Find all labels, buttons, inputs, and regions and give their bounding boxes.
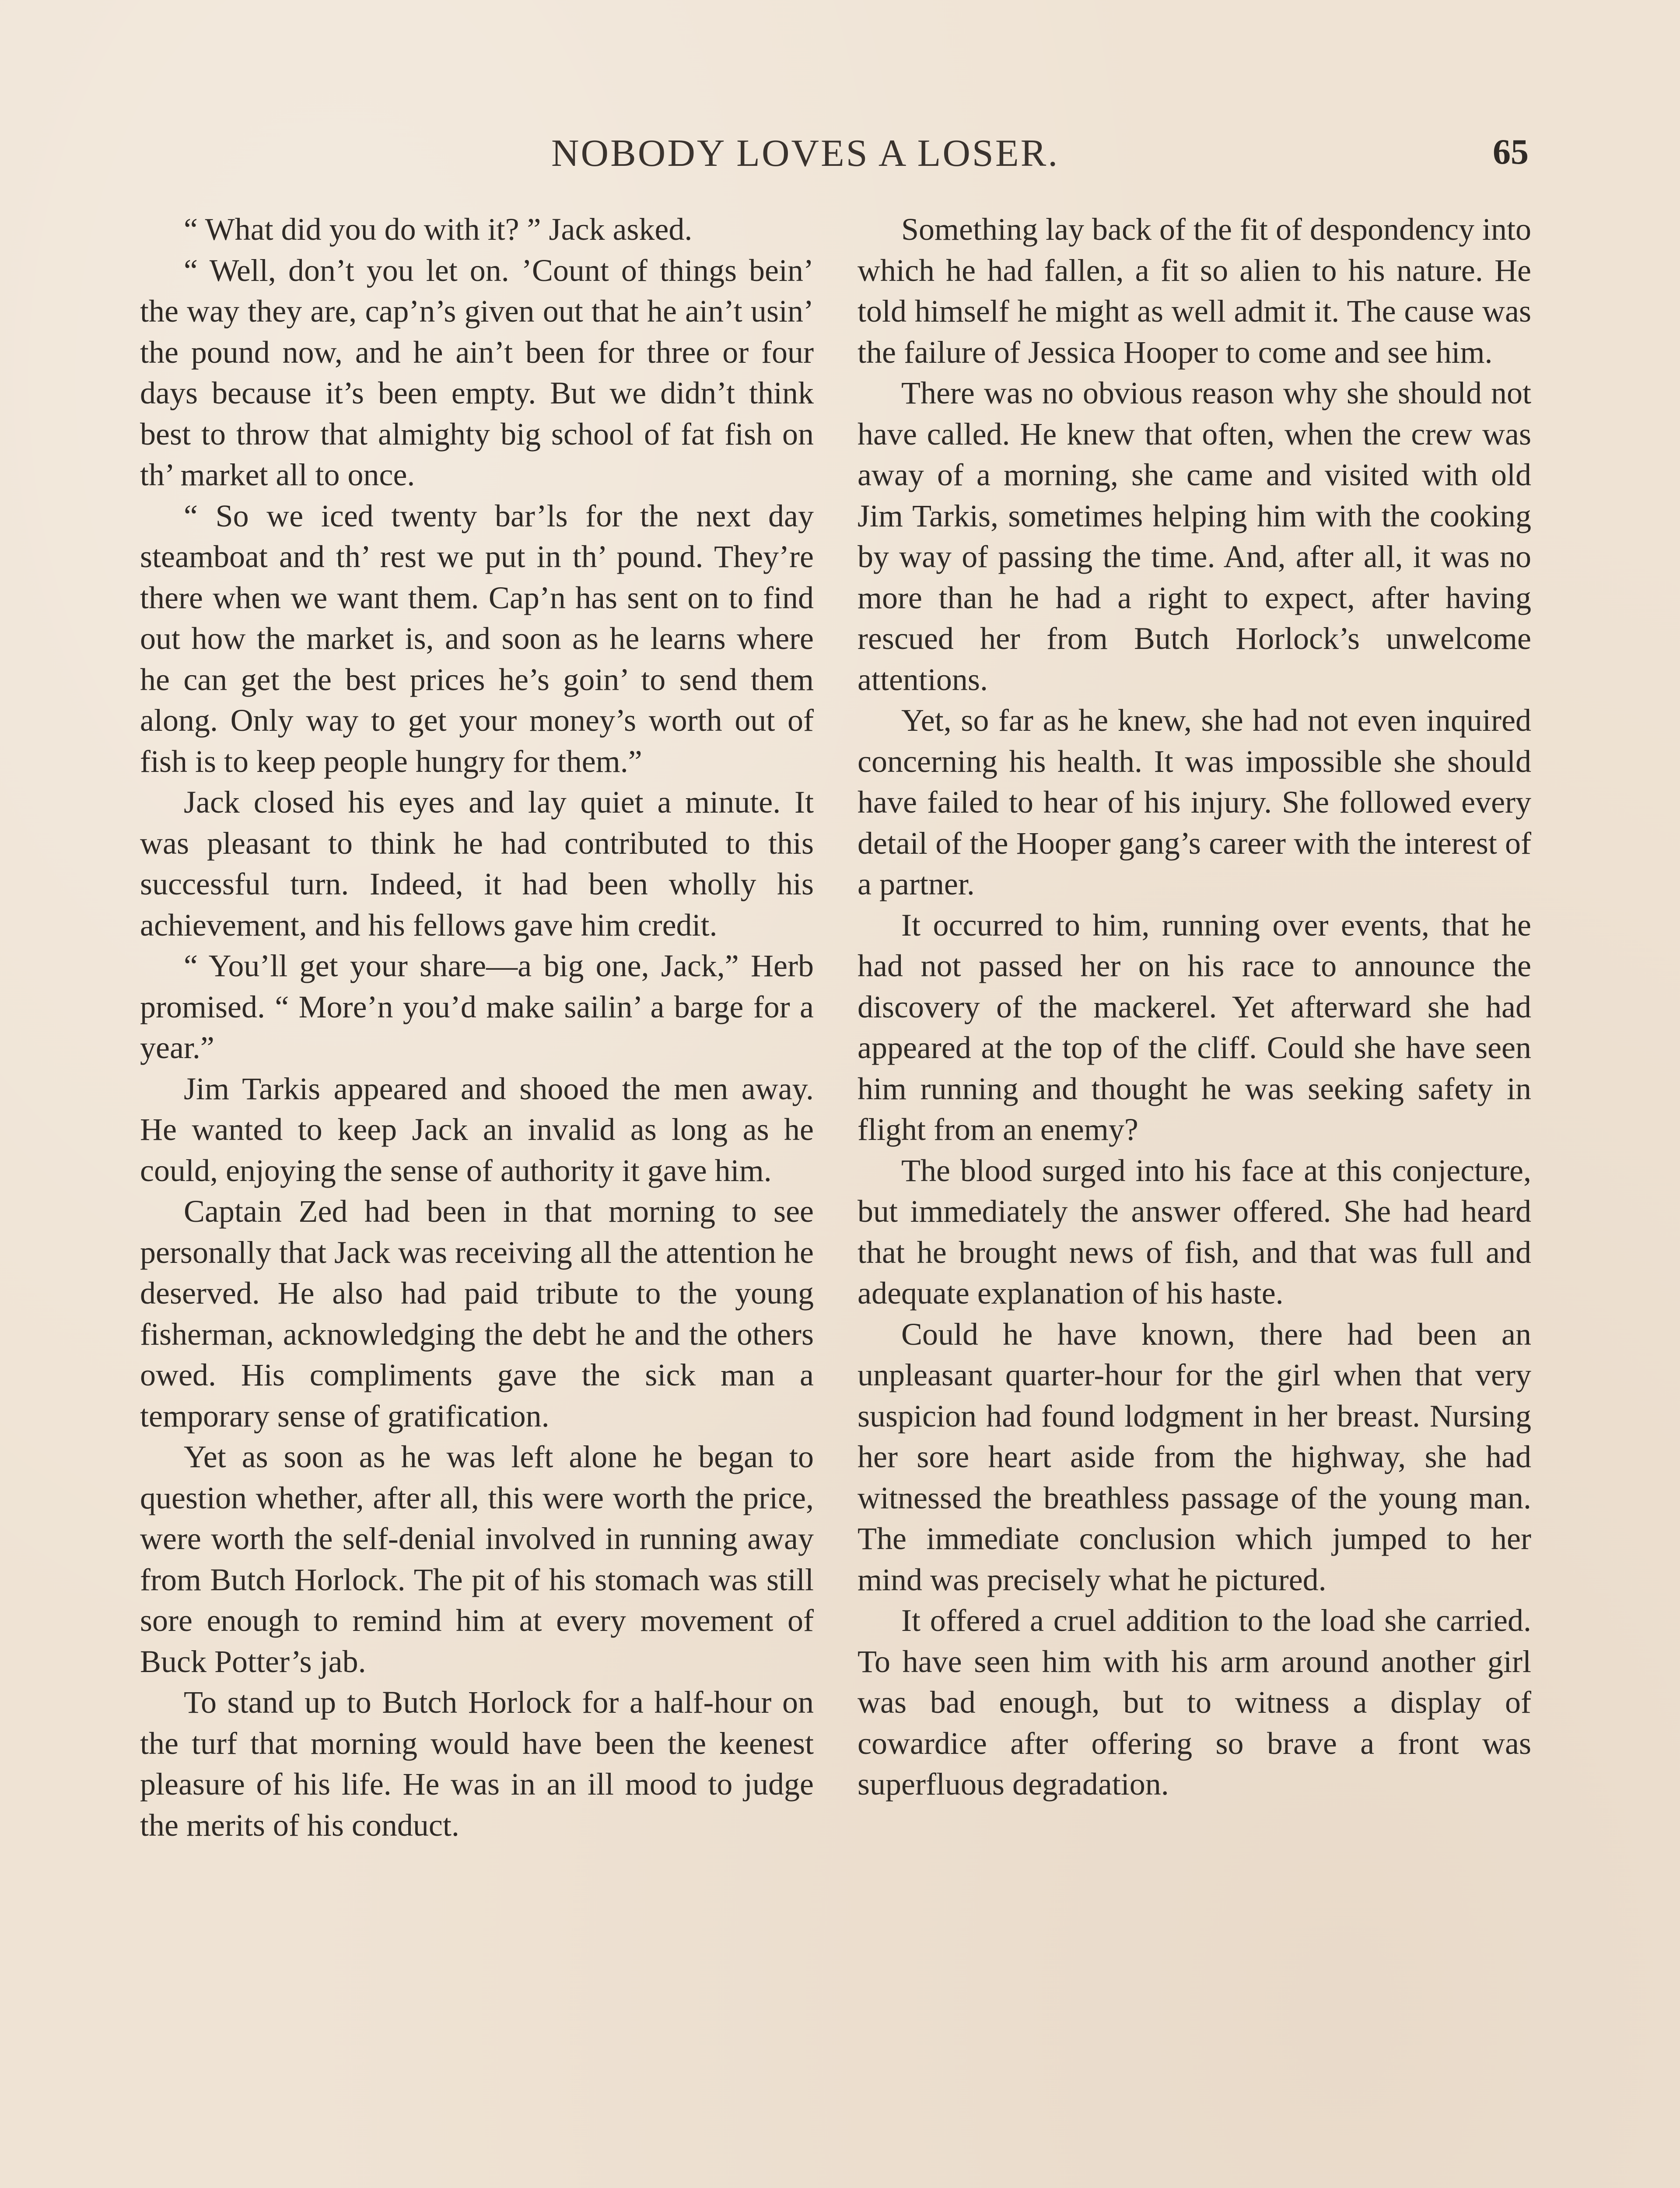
left-column [140,209,814,1846]
paragraph: “ What did you do with it? ” Jack asked. [184,212,693,247]
paragraph: “ You’ll get your share—a big one, Jack,” Herb promised. “ More’n you’d make sailin’ a barge for a year.” [140,948,814,1065]
paragraph: It offered a cruel addition to the load she carried. To have seen him with his arm around another girl was bad enough, but to witness a display of cowardice after offering so brave a front was superfluous degradation. [858,1603,1531,1802]
paragraph: Something lay back of the fit of despondency into which he had fallen, a fit so alien to his nature. He told himself he might as well admit it. The cause was the failure of Jessica Hooper to come and see him. [858,212,1531,370]
paragraph: Captain Zed had been in that morning to see personally that Jack was receiving all the attention he deserved. He also had paid tribute to the young fisherman, acknowledging the debt he and the others owed. His compliments gave the sick man a temporary sense of gratification. [140,1194,814,1434]
paragraph: It occurred to him, running over events, that he had not passed her on his race to announce the discovery of the mackerel. Yet afterward she had appeared at the top of the cliff. Could she have seen him running and thought he was seeking safety in flight from an enemy? [858,907,1531,1147]
paragraph: To stand up to Butch Horlock for a half-hour on the turf that morning would have been the keenest pleasure of his life. He was in an ill mood to judge the merits of his conduct. [140,1685,814,1843]
paragraph: Jack closed his eyes and lay quiet a minute. It was pleasant to think he had contributed to this successful turn. Indeed, it had been wholly his achievement, and his fellows gave him credit. [140,785,814,943]
right-column [858,209,1531,1805]
paragraph: “ Well, don’t you let on. ’Count of things bein’ the way they are, cap’n’s given out that he ain’t usin’ the pound now, and he ain’t been for three or four days because it’s been empty. But we didn’t think best to throw that almighty big school of fat fish on th’ market all to once. [140,252,814,492]
text-columns [140,209,1540,2188]
paragraph: There was no obvious reason why she should not have called. He knew that often, when the crew was away of a morning, she came and visited with old Jim Tarkis, sometimes helping him with the cooking by way of passing the time. And, after all, it was no more than he had a right to expect, after having rescued her from Butch Horlock’s unwelcome attentions. [858,375,1531,697]
page-number: 65 [1493,132,1529,172]
paragraph: Yet as soon as he was left alone he began to question whether, after all, this were worth the price, were worth the self-denial involved in running away from Butch Horlock. The pit of his stomach was still sore enough to remind him at every movement of Buck Potter’s jab. [140,1439,814,1679]
running-head [0,131,1680,184]
paragraph: Could he have known, there had been an unpleasant quarter-hour for the girl when that very suspicion had found lodgment in her breast. Nursing her sore heart aside from the highway, she had witnessed the breathless passage of the young man. The immediate conclusion which jumped to her mind was precisely what he pictured. [858,1316,1531,1597]
paragraph: Yet, so far as he knew, she had not even inquired concerning his health. It was impossible she should have failed to hear of his injury. She followed every detail of the Hooper gang’s career with the interest of a partner. [858,703,1531,901]
paragraph: The blood surged into his face at this conjecture, but immediately the answer offered. She had heard that he brought news of fish, and that was full and adequate explanation of his haste. [858,1153,1531,1311]
page-header-title: NOBODY LOVES A LOSER. [551,132,1060,175]
paragraph: “ So we iced twenty bar’ls for the next day steamboat and th’ rest we put in th’ pound. They’re there when we want them. Cap’n has sent on to find out how the market is, and soon as he learns where he can get the best prices he’s goin’ to send them along. Only way to get your money’s worth out of fish is to keep people hungry for them.” [140,498,814,779]
paragraph: Jim Tarkis appeared and shooed the men away. He wanted to keep Jack an invalid as long as he could, enjoying the sense of authority it gave him. [140,1071,814,1188]
